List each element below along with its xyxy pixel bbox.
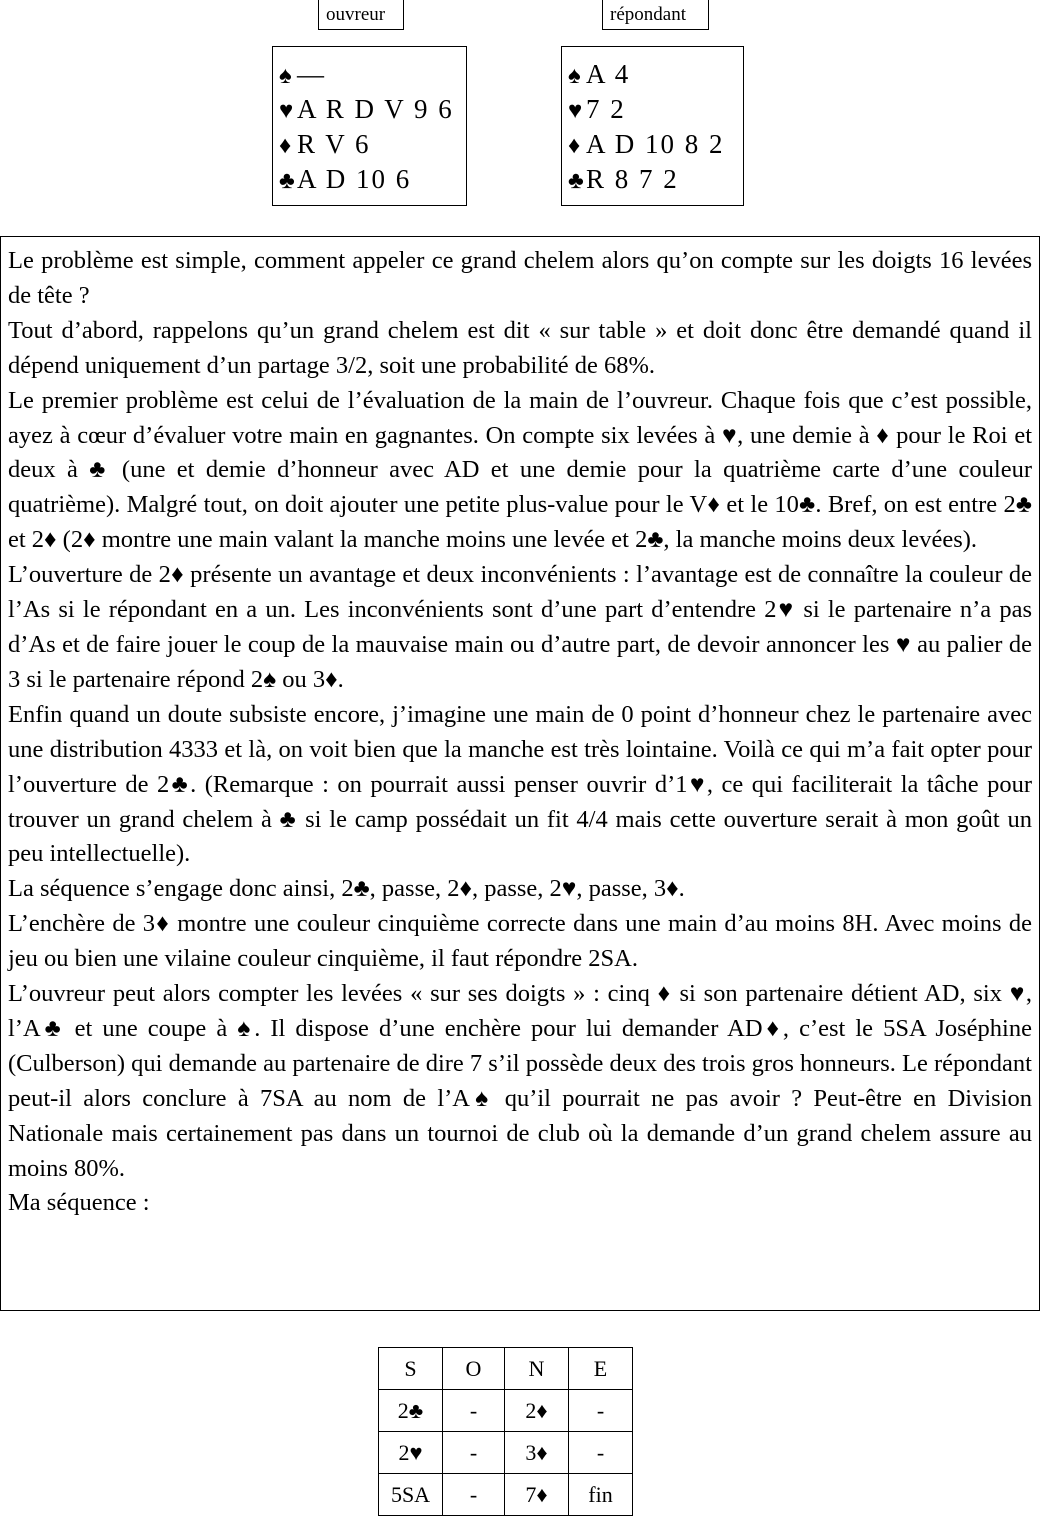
bid-cell: - bbox=[569, 1390, 633, 1432]
ouvreur-label-text: ouvreur bbox=[326, 4, 386, 25]
bid-cell: 2♣ bbox=[379, 1390, 443, 1432]
repondant-hand bbox=[561, 46, 744, 206]
heart-icon: ♥ bbox=[279, 98, 294, 124]
hand-line-spades bbox=[279, 57, 466, 92]
hand-cards: R V 6 bbox=[297, 129, 371, 159]
hand-line-clubs bbox=[568, 162, 743, 197]
spade-icon: ♠ bbox=[279, 63, 292, 89]
bidding-table bbox=[378, 1347, 633, 1516]
hand-cards: — bbox=[297, 59, 326, 89]
bid-cell: - bbox=[569, 1432, 633, 1474]
bid-cell: - bbox=[443, 1390, 505, 1432]
bid-cell: 7♦ bbox=[505, 1474, 569, 1516]
hand-cards: R 8 7 2 bbox=[586, 164, 679, 194]
header-cell-o: O bbox=[443, 1348, 505, 1390]
bidding-header-row bbox=[379, 1348, 633, 1390]
paragraph: L’ouvreur peut alors compter les levées « sur ses doigts » : cinq ♦ si son partenaire détient AD, six ♥, l’A♣ et une coupe à ♠. Il dispose d’une enchère pour lui demander AD♦, c’est le 5SA Joséphine (Culberson) qui demande au partenaire de dire 7 s’il possède deux des trois gros honneurs. Le répondant peut-il alors conclure à 7SA au nom de l’A♠ qu’il pourrait ne pas avoir ? Peut-être en Division Nationale mais certainement pas dans un tournoi de club où la demande d’un grand chelem assure au moins 80%. bbox=[8, 980, 1032, 1182]
header-cell-e: E bbox=[569, 1348, 633, 1390]
table-row bbox=[379, 1432, 633, 1474]
ouvreur-label bbox=[318, 0, 404, 30]
ouvreur-hand bbox=[272, 46, 467, 206]
bid-cell: 3♦ bbox=[505, 1432, 569, 1474]
header-cell-s: S bbox=[379, 1348, 443, 1390]
commentary-box bbox=[0, 236, 1040, 1311]
hand-line-hearts bbox=[568, 92, 743, 127]
hand-line-clubs bbox=[279, 162, 466, 197]
bid-cell: - bbox=[443, 1432, 505, 1474]
bid-cell: fin bbox=[569, 1474, 633, 1516]
bid-cell: 2♦ bbox=[505, 1390, 569, 1432]
table-row bbox=[379, 1474, 633, 1516]
header-cell-n: N bbox=[505, 1348, 569, 1390]
diamond-icon: ♦ bbox=[568, 133, 581, 159]
paragraph: Le problème est simple, comment appeler ce grand chelem alors qu’on compte sur les doigts 16 levées de tête ? bbox=[8, 247, 1032, 309]
hand-line-hearts bbox=[279, 92, 466, 127]
bid-cell: - bbox=[443, 1474, 505, 1516]
club-icon: ♣ bbox=[568, 168, 584, 194]
club-icon: ♣ bbox=[279, 168, 295, 194]
hand-cards: 7 2 bbox=[586, 94, 626, 124]
bid-cell: 5SA bbox=[379, 1474, 443, 1516]
hand-cards: A 4 bbox=[586, 59, 631, 89]
paragraph: Le premier problème est celui de l’évaluation de la main de l’ouvreur. Chaque fois que c’est possible, ayez à cœur d’évaluer votre main en gagnantes. On compte six levées à ♥, une demie à ♦ pour le Roi et deux à ♣ (une et demie d’honneur avec AD et une demie pour la quatrième carte d’une couleur quatrième). Malgré tout, on doit ajouter une petite plus-value pour le V♦ et le 10♣. Bref, on est entre 2♣ et 2♦ (2♦ montre une main valant la manche moins une levée et 2♣, la manche moins deux levées). bbox=[8, 386, 1032, 554]
hand-cards: A D 10 6 bbox=[297, 164, 412, 194]
hand-line-spades bbox=[568, 57, 743, 92]
paragraph: L’enchère de 3♦ montre une couleur cinquième correcte dans une main d’au moins 8H. Avec moins de jeu ou bien une vilaine couleur cinquième, il faut répondre 2SA. bbox=[8, 910, 1032, 973]
bid-cell: 2♥ bbox=[379, 1432, 443, 1474]
paragraph: Ma séquence : bbox=[8, 1189, 150, 1217]
hand-cards: A D 10 8 2 bbox=[586, 129, 725, 159]
repondant-label-text: répondant bbox=[610, 4, 686, 25]
paragraph: Enfin quand un doute subsiste encore, j’imagine une main de 0 point d’honneur chez le partenaire avec une distribution 4333 et là, on voit bien que la manche est très lointaine. Voilà ce qui m’a fait opter pour l’ouverture de 2♣. (Remarque : on pourrait aussi penser ouvrir d’1♥, ce qui faciliterait la tâche pour trouver un grand chelem à ♣ si le camp possédait un fit 4/4 mais cette ouverture serait à mon goût un peu intellectuelle). bbox=[8, 700, 1032, 868]
hand-line-diamonds bbox=[568, 127, 743, 162]
diamond-icon: ♦ bbox=[279, 133, 292, 159]
table-row bbox=[379, 1390, 633, 1432]
paragraph: Tout d’abord, rappelons qu’un grand chelem est dit « sur table » et doit donc être demandé quand il dépend uniquement d’un partage 3/2, soit une probabilité de 68%. bbox=[8, 316, 1032, 379]
paragraph: L’ouverture de 2♦ présente un avantage et deux inconvénients : l’avantage est de connaître la couleur de l’As si le répondant en a un. Les inconvénients sont d’une part d’entendre 2♥ si le partenaire n’a pas d’As et de faire jouer le coup de la mauvaise main ou d’autre part, de devoir annoncer les ♥ au palier de 3 si le partenaire répond 2♠ ou 3♦. bbox=[8, 561, 1032, 693]
paragraph: La séquence s’engage donc ainsi, 2♣, passe, 2♦, passe, 2♥, passe, 3♦. bbox=[8, 875, 685, 903]
hand-line-diamonds bbox=[279, 127, 466, 162]
spade-icon: ♠ bbox=[568, 63, 581, 89]
heart-icon: ♥ bbox=[568, 98, 583, 124]
repondant-label bbox=[602, 0, 709, 30]
hand-cards: A R D V 9 6 bbox=[297, 94, 454, 124]
